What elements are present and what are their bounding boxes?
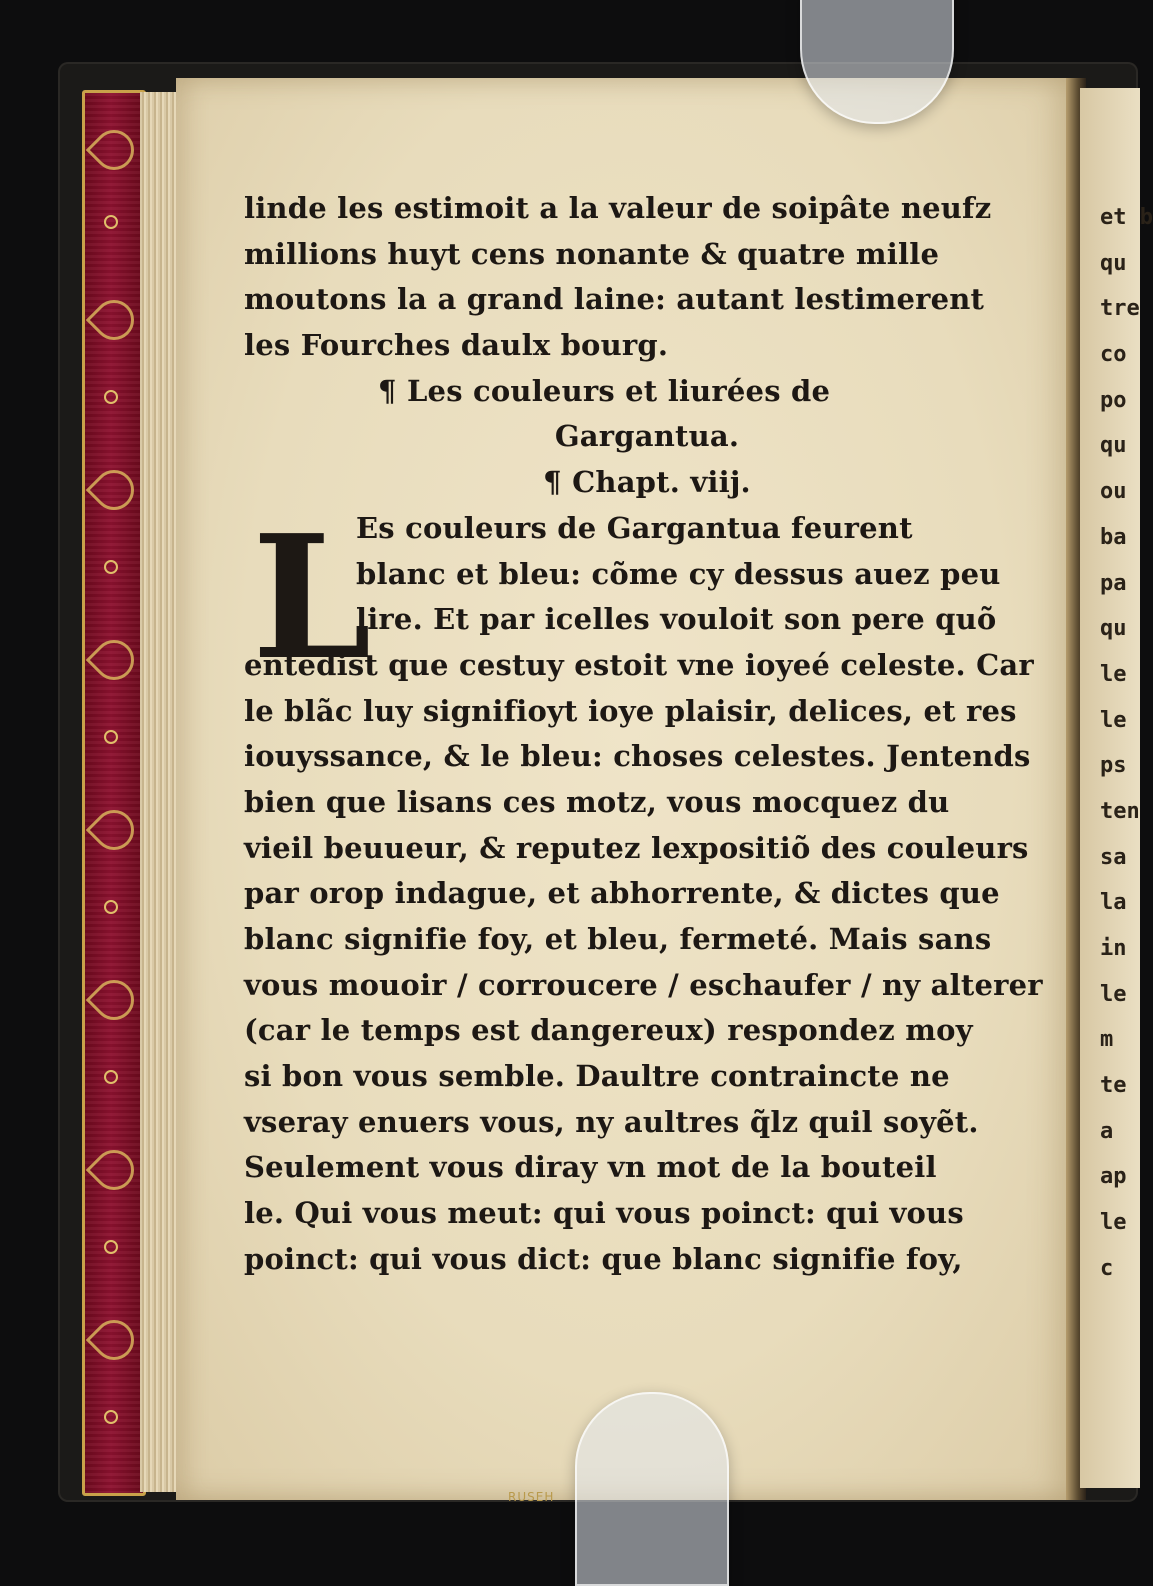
facing-fragment: tre (1100, 296, 1140, 322)
text-line: lire. Et par icelles vouloit son pere quõ (356, 602, 997, 637)
chapter-title: ¶ Les couleurs et liurées de (378, 373, 831, 408)
facing-fragment: le (1100, 707, 1127, 733)
chapter-number: ¶ Chapt. viij. (543, 465, 751, 500)
text-line: blanc signifie foy, et bleu, fermeté. Mais sans (244, 922, 992, 956)
text-line: poinct: qui vous dict: que blanc signifie foy, (244, 1241, 963, 1276)
page-text (244, 186, 1050, 1283)
facing-fragment: le (1100, 981, 1127, 1007)
text-line: si bon vous semble. Daultre contraincte ne (244, 1059, 950, 1094)
gilt-dot-icon (104, 560, 118, 574)
facing-fragment: qu (1100, 433, 1127, 459)
facing-fragment: la (1100, 890, 1127, 916)
pilcrow-icon: ¶ (378, 373, 407, 408)
text-line: le blãc luy signifioyt ioye plaisir, delices, et res (244, 693, 1017, 728)
page-clip-bottom (575, 1392, 729, 1586)
gilt-dot-icon (104, 1070, 118, 1084)
facing-fragment: po (1100, 387, 1127, 413)
chapter-title-cont: Gargantua. (554, 419, 740, 454)
facing-fragment: et b (1100, 205, 1153, 230)
facing-fragment: le (1100, 661, 1127, 687)
facing-fragment: pa (1100, 570, 1127, 596)
gilt-dot-icon (104, 1240, 118, 1254)
facing-fragment: le (1100, 1210, 1127, 1236)
text-line: (car le temps est dangereux) respondez moy (244, 1013, 973, 1048)
gilt-dot-icon (104, 1410, 118, 1424)
binder-stamp: RUSEH (508, 1490, 555, 1504)
pilcrow-icon: ¶ (543, 465, 573, 500)
facing-fragment: ou (1100, 479, 1127, 505)
facing-fragment: ps (1100, 753, 1127, 779)
text-line: linde les estimoit a la valeur de soipâte neufz (244, 191, 992, 225)
facing-page-text (1100, 195, 1153, 1292)
facing-fragment: qu (1100, 616, 1127, 642)
facing-fragment: a (1100, 1118, 1114, 1144)
facing-fragment: te (1100, 1073, 1127, 1099)
text-line: vseray enuers vous, ny aultres q̃lz quil soyẽt. (244, 1104, 979, 1139)
text-line: blanc et bleu: cõme cy dessus auez peu (356, 556, 1001, 591)
gilt-dot-icon (104, 390, 118, 404)
facing-fragment: ap (1100, 1164, 1127, 1190)
facing-fragment: co (1100, 342, 1127, 368)
text-line: entẽdist que cestuy estoit vne ioyeé celeste. Car (244, 647, 1034, 682)
drop-cap-initial: L (252, 498, 372, 698)
gilt-dot-icon (104, 900, 118, 914)
facing-fragment: ba (1100, 524, 1127, 550)
text-line: bien que lisans ces motz, vous mocquez du (244, 784, 950, 819)
facing-fragment: m (1100, 1027, 1114, 1053)
text-line: les Fourches daulx bourg. (244, 328, 669, 363)
text-line: le. Qui vous meut: qui vous poinct: qui vous (244, 1196, 964, 1231)
facing-fragment: ten (1100, 798, 1140, 824)
text-line: par orop indague, et abhorrente, & dictes que (244, 876, 1000, 911)
text-line: Es couleurs de Gargantua feurent (356, 510, 913, 545)
facing-fragment: qu (1100, 250, 1127, 276)
facing-fragment: c (1100, 1255, 1114, 1281)
text-line: iouyssance, & le bleu: choses celestes. Jentends (244, 739, 1031, 774)
text-line: Seulement vous diray vn mot de la bouteil (244, 1150, 937, 1185)
text-line: moutons la a grand laine: autant lestimerent (244, 282, 985, 317)
text-line: vous mouoir / corroucere / eschaufer / ny alterer (244, 967, 1043, 1002)
facing-fragment: sa (1100, 844, 1127, 870)
text-line: millions huyt cens nonante & quatre mille (244, 236, 940, 271)
gilt-dot-icon (104, 215, 118, 229)
text-line: vieil beuueur, & reputez lexpositiõ des couleurs (244, 830, 1029, 865)
facing-fragment: in (1100, 936, 1127, 961)
gilt-dot-icon (104, 730, 118, 744)
